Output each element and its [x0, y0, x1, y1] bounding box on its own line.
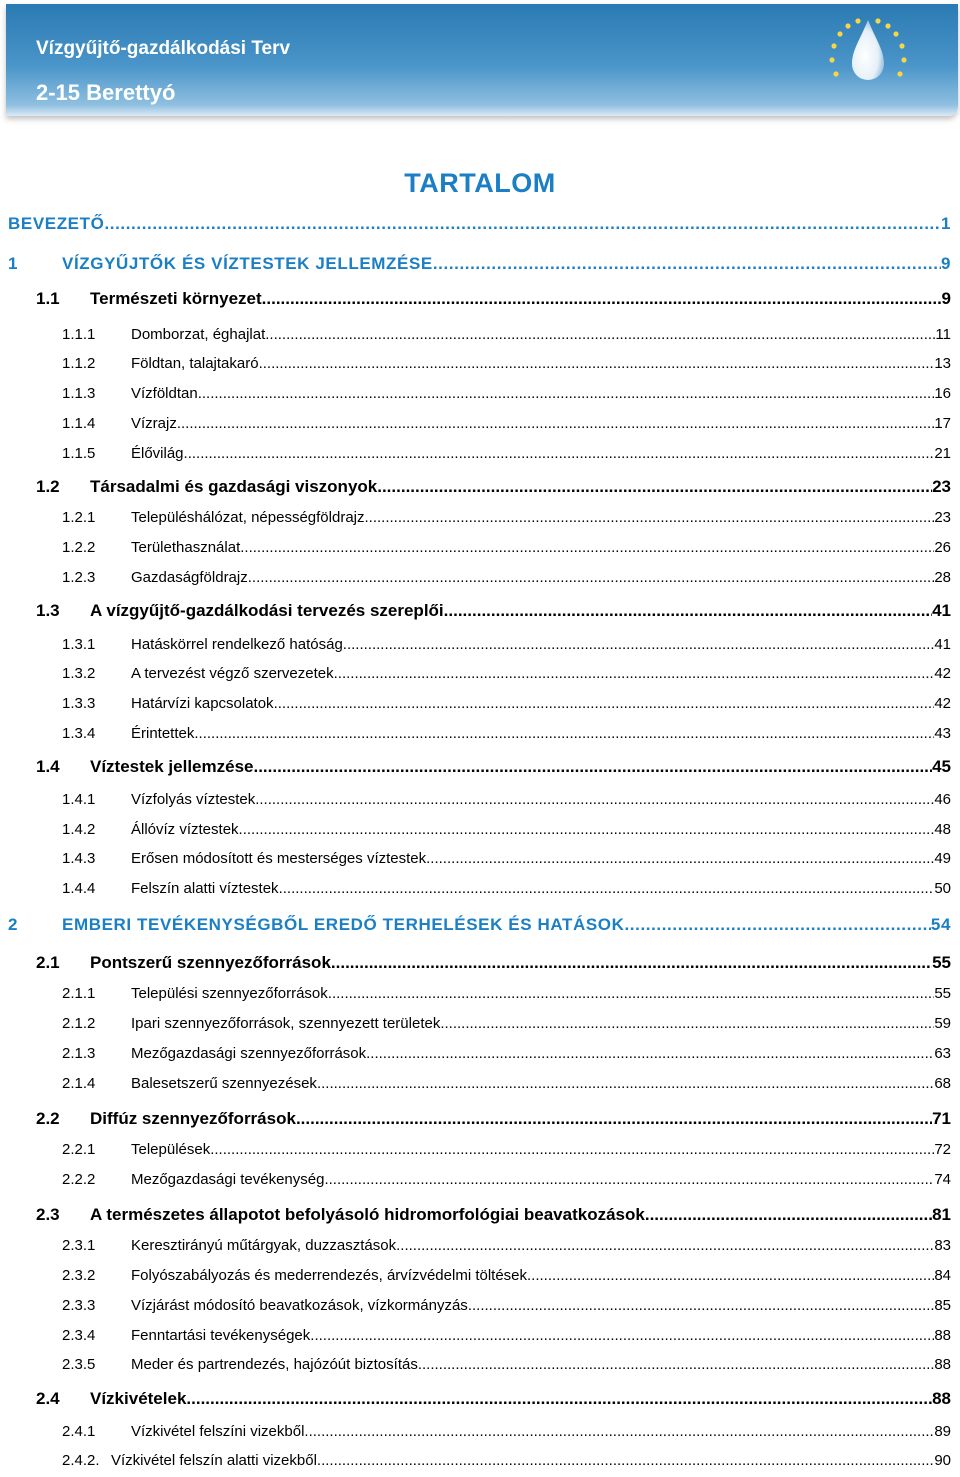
toc-entry-page: 63: [934, 1045, 951, 1062]
toc-entry-label: Meder és partrendezés, hajózóút biztosítás: [131, 1356, 418, 1373]
toc-entry-number: 2.1.3: [62, 1045, 96, 1062]
toc-entry-number: 2.2: [36, 1109, 60, 1128]
toc-entry-label: A természetes állapotot befolyásoló hidromorfológiai beavatkozások: [90, 1205, 645, 1224]
toc-leader-dots: [184, 445, 935, 462]
toc-leader-dots: [262, 289, 942, 309]
toc-entry-label: Hatáskörrel rendelkező hatóság: [131, 636, 343, 653]
toc-entry-number: 1.3: [36, 601, 60, 620]
toc-entry-page: 26: [934, 539, 951, 556]
toc-entry-page: 46: [934, 791, 951, 808]
toc-entry-label: Pontszerű szennyezőforrások: [90, 953, 331, 972]
toc-entry-page: 88: [932, 1389, 951, 1408]
toc-entry-number: 2.3: [36, 1205, 60, 1224]
toc-entry-page: 88: [934, 1327, 951, 1344]
toc-entry-label: Mezőgazdasági szennyezőforrások: [131, 1045, 367, 1062]
toc-entry-label: Vízkivételek: [90, 1389, 187, 1408]
toc-entry-number: 1.2.1: [62, 509, 96, 526]
toc-entry-label: Mezőgazdasági tevékenység: [131, 1171, 325, 1188]
toc-leader-dots: [104, 214, 941, 234]
toc-leader-dots: [426, 850, 934, 867]
toc-entry-page: 74: [934, 1171, 951, 1188]
toc-leader-dots: [645, 1205, 932, 1225]
toc-entry-number: 2: [8, 915, 19, 934]
toc-entry-label: Erősen módosított és mesterséges víztestek: [131, 850, 427, 867]
water-drop-stars-icon: [818, 12, 918, 102]
toc-entry-page: 85: [934, 1297, 951, 1314]
toc-entry-number: 2.1.2: [62, 1015, 96, 1032]
toc-entry-page: 42: [934, 695, 951, 712]
toc-entry-label: Természeti környezet: [90, 289, 262, 308]
toc-entry-page: 50: [934, 880, 951, 897]
toc-entry-label: VÍZGYŰJTŐK ÉS VÍZTESTEK JELLEMZÉSE: [62, 254, 433, 273]
toc-entry-page: 41: [932, 601, 951, 620]
toc-entry-number: 1.4.3: [62, 850, 96, 867]
document-subtitle: 2-15 Berettyó: [36, 80, 176, 105]
toc-entry-number: 1.2.2: [62, 539, 96, 556]
toc-leader-dots: [304, 1423, 934, 1440]
toc-leader-dots: [210, 1141, 934, 1158]
toc-entry-number: 1: [8, 254, 19, 273]
toc-entry-number: 2.4.2.: [62, 1452, 100, 1469]
toc-entry-number: 2.3.4: [62, 1327, 96, 1344]
toc-leader-dots: [317, 1075, 934, 1092]
toc-entry-page: 48: [934, 821, 951, 838]
toc-leader-dots: [624, 915, 930, 935]
toc-entry-label: Diffúz szennyezőforrások: [90, 1109, 296, 1128]
toc-entry-number: 1.2.3: [62, 569, 96, 586]
toc-leader-dots: [240, 539, 934, 556]
toc-entry-page: 17: [934, 415, 951, 432]
toc-entry-label: Földtan, talajtakaró: [131, 355, 259, 372]
toc-entry-page: 84: [934, 1267, 951, 1284]
toc-entry-number: 1.4.4: [62, 880, 96, 897]
toc-entry-label: Vízföldtan: [131, 385, 198, 402]
toc-leader-dots: [296, 1109, 932, 1129]
toc-entry-number: 1.1.4: [62, 415, 96, 432]
toc-entry-label: Keresztirányú műtárgyak, duzzasztások: [131, 1237, 397, 1254]
toc-entry-number: 1.3.3: [62, 695, 96, 712]
toc-entry-page: 1: [940, 214, 951, 233]
toc-entry-label: Állóvíz víztestek: [131, 821, 239, 838]
toc-leader-dots: [310, 1327, 934, 1344]
toc-entry-number: 2.4: [36, 1389, 60, 1408]
toc-leader-dots: [366, 1045, 934, 1062]
toc-entry-page: 13: [934, 355, 951, 372]
toc-entry-page: 43: [934, 725, 951, 742]
toc-entry-page: 55: [934, 985, 951, 1002]
toc-leader-dots: [194, 725, 934, 742]
toc-entry-number: 1.3.1: [62, 636, 96, 653]
toc-entry-number: 1.4.2: [62, 821, 96, 838]
toc-entry-number: 1.1: [36, 289, 60, 308]
toc-entry-label: A vízgyűjtő-gazdálkodási tervezés szereplői: [90, 601, 444, 620]
toc-leader-dots: [253, 757, 932, 777]
toc-leader-dots: [265, 326, 935, 343]
toc-entry-page: 41: [934, 636, 951, 653]
toc-entry-label: Víztestek jellemzése: [90, 757, 254, 776]
toc-entry-number: 2.2.1: [62, 1141, 96, 1158]
toc-entry-page: 28: [934, 569, 951, 586]
toc-leader-dots: [317, 1452, 934, 1469]
document-header: [6, 4, 958, 116]
toc-leader-dots: [527, 1267, 934, 1284]
toc-entry-label: A tervezést végző szervezetek: [131, 665, 334, 682]
toc-entry-label: Élővilág: [131, 445, 184, 462]
toc-entry-page: 54: [930, 915, 951, 934]
toc-entry-number: 2.3.2: [62, 1267, 96, 1284]
toc-leader-dots: [334, 665, 935, 682]
toc-entry-page: 90: [934, 1452, 951, 1469]
toc-entry-page: 11: [935, 326, 951, 343]
toc-entry-page: 59: [934, 1015, 951, 1032]
toc-entry-number: 2.1: [36, 953, 60, 972]
toc-entry-page: 81: [932, 1205, 951, 1224]
toc-leader-dots: [331, 953, 932, 973]
toc-entry-label: Domborzat, éghajlat: [131, 326, 266, 343]
toc-leader-dots: [468, 1297, 935, 1314]
toc-entry-number: 1.2: [36, 477, 60, 496]
toc-entry-page: 68: [934, 1075, 951, 1092]
toc-leader-dots: [198, 385, 935, 402]
toc-leader-dots: [279, 880, 935, 897]
toc-entry-label: Balesetszerű szennyezések: [131, 1075, 317, 1092]
toc-entry-number: 1.1.5: [62, 445, 96, 462]
toc-entry-page: 55: [932, 953, 951, 972]
toc-leader-dots: [239, 821, 935, 838]
toc-entry-label: Fenntartási tevékenységek: [131, 1327, 311, 1344]
toc-leader-dots: [433, 254, 941, 274]
toc-entry-number: 2.3.1: [62, 1237, 96, 1254]
toc-entry-label: EMBERI TEVÉKENYSÉGBŐL EREDŐ TERHELÉSEK ÉS HATÁSOK: [62, 915, 625, 934]
toc-leader-dots: [365, 509, 935, 526]
toc-leader-dots: [343, 636, 935, 653]
toc-leader-dots: [274, 695, 935, 712]
toc-entry-number: 1.4.1: [62, 791, 96, 808]
toc-entry-label: Vízkivétel felszín alatti vizekből: [111, 1452, 317, 1469]
toc-entry-number: 1.1.2: [62, 355, 96, 372]
toc-entry-number: 2.3.3: [62, 1297, 96, 1314]
toc-entry-page: 9: [941, 289, 951, 308]
toc-leader-dots: [440, 1015, 934, 1032]
toc-leader-dots: [186, 1389, 932, 1409]
toc-entry-page: 72: [934, 1141, 951, 1158]
toc-entry-label: Települési szennyezőforrások: [131, 985, 328, 1002]
toc-entry-label: Társadalmi és gazdasági viszonyok: [90, 477, 378, 496]
toc-entry-page: 42: [934, 665, 951, 682]
toc-entry-number: 1.1.3: [62, 385, 96, 402]
toc-entry-page: 89: [934, 1423, 951, 1440]
toc-entry-number: 2.4.1: [62, 1423, 96, 1440]
toc-entry-page: 49: [934, 850, 951, 867]
toc-entry-number: 1.4: [36, 757, 60, 776]
toc-entry-label: Felszín alatti víztestek: [131, 880, 279, 897]
toc-entry-page: 21: [934, 445, 951, 462]
toc-entry-page: 71: [932, 1109, 951, 1128]
toc-entry-label: BEVEZETŐ: [8, 214, 105, 233]
toc-entry-number: 2.1.1: [62, 985, 96, 1002]
toc-entry-number: 2.2.2: [62, 1171, 96, 1188]
toc-entry-number: 1.3.2: [62, 665, 96, 682]
document-title: Vízgyűjtő-gazdálkodási Terv: [36, 38, 291, 59]
toc-entry-number: 2.1.4: [62, 1075, 96, 1092]
toc-leader-dots: [377, 477, 932, 497]
toc-entry-label: Vízfolyás víztestek: [131, 791, 256, 808]
toc-entry-page: 16: [934, 385, 951, 402]
toc-entry-number: 1.1.1: [62, 326, 96, 343]
toc-entry-page: 83: [934, 1237, 951, 1254]
toc-entry-page: 9: [940, 254, 951, 273]
toc-entry-page: 45: [932, 757, 951, 776]
toc-entry-label: Vízrajz: [131, 415, 177, 432]
toc-leader-dots: [248, 569, 935, 586]
toc-entry-label: Települések: [131, 1141, 211, 1158]
toc-entry-label: Vízkivétel felszíni vizekből: [131, 1423, 305, 1440]
toc-leader-dots: [396, 1237, 934, 1254]
toc-entry-label: Ipari szennyezőforrások, szennyezett területek: [131, 1015, 441, 1032]
toc-entry-number: 1.3.4: [62, 725, 96, 742]
toc-entry-label: Vízjárást módosító beavatkozások, vízkormányzás: [131, 1297, 468, 1314]
toc-entry-page: 88: [934, 1356, 951, 1373]
toc-leader-dots: [259, 355, 935, 372]
toc-leader-dots: [177, 415, 934, 432]
toc-entry-label: Érintettek: [131, 725, 195, 742]
toc-leader-dots: [418, 1356, 934, 1373]
toc-leader-dots: [255, 791, 934, 808]
toc-leader-dots: [444, 601, 932, 621]
toc-entry-label: Határvízi kapcsolatok: [131, 695, 274, 712]
toc-leader-dots: [324, 1171, 934, 1188]
toc-title: TARTALOM: [404, 168, 556, 198]
toc-entry-label: Gazdaságföldrajz: [131, 569, 248, 586]
toc-entry-label: Folyószabályozás és mederrendezés, árvízvédelmi töltések: [131, 1267, 528, 1284]
toc-entry-label: Településhálózat, népességföldrajz: [131, 509, 365, 526]
toc-leader-dots: [328, 985, 935, 1002]
toc-entry-number: 2.3.5: [62, 1356, 96, 1373]
toc-entry-page: 23: [932, 477, 951, 496]
toc-entry-page: 23: [934, 509, 951, 526]
toc-entry-label: Területhasználat: [131, 539, 241, 556]
